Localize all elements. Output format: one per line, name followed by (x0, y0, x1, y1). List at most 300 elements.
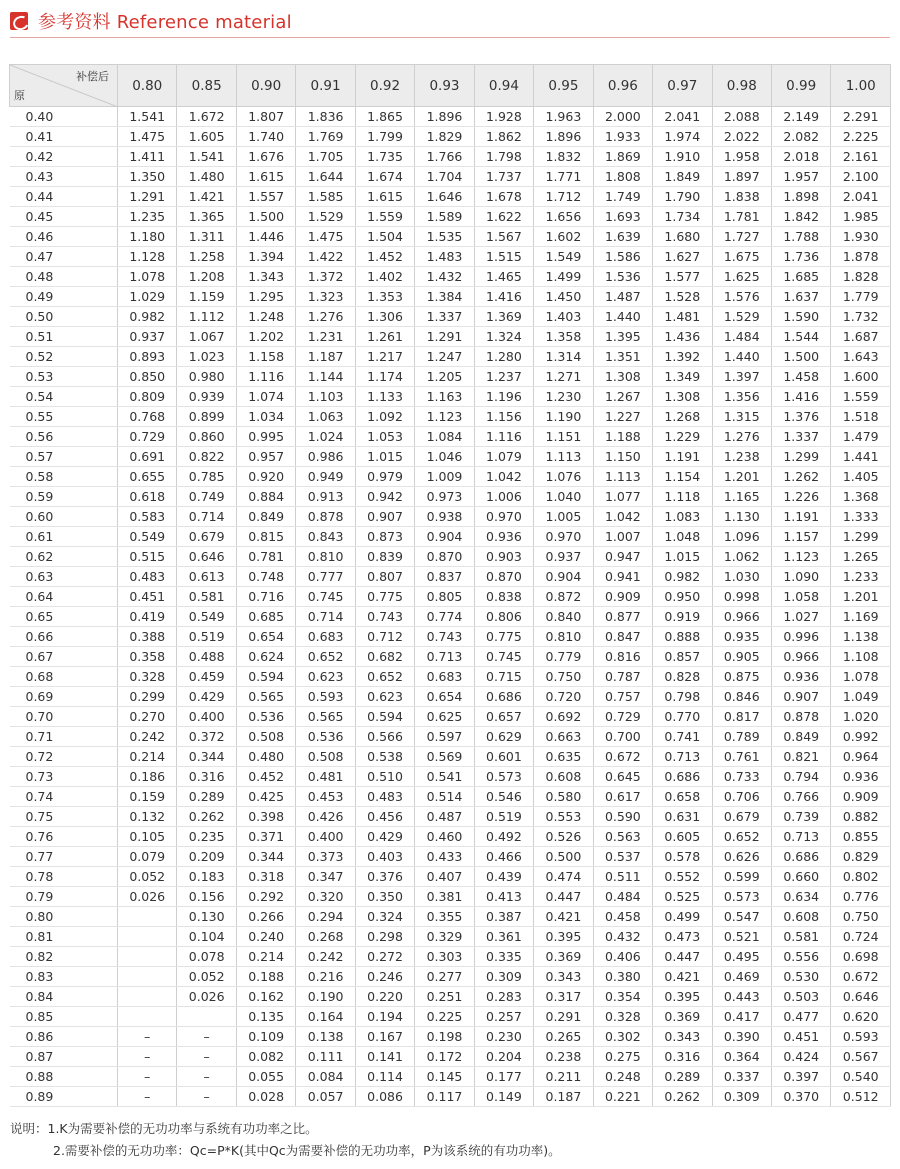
value-cell: 0.682 (355, 647, 414, 667)
value-cell: 1.644 (296, 167, 355, 187)
value-cell: 0.660 (771, 867, 830, 887)
value-cell: 1.446 (236, 227, 295, 247)
row-header-cell: 0.73 (10, 767, 118, 787)
table-row (10, 867, 891, 887)
value-cell: 0.838 (474, 587, 533, 607)
value-cell: 1.392 (653, 347, 712, 367)
value-cell: 0.395 (534, 927, 593, 947)
table-row (10, 567, 891, 587)
row-header-cell: 0.59 (10, 487, 118, 507)
value-cell: 1.226 (771, 487, 830, 507)
value-cell: 0.373 (296, 847, 355, 867)
value-cell: 1.974 (653, 127, 712, 147)
table-row (10, 667, 891, 687)
value-cell: 0.766 (771, 787, 830, 807)
value-cell: 1.048 (653, 527, 712, 547)
value-cell: 1.559 (831, 387, 891, 407)
value-cell: 1.602 (534, 227, 593, 247)
value-cell: 0.519 (177, 627, 236, 647)
value-cell: 1.605 (177, 127, 236, 147)
value-cell: 1.265 (831, 547, 891, 567)
value-cell: 1.058 (771, 587, 830, 607)
value-cell: 1.475 (118, 127, 177, 147)
value-cell: 1.190 (534, 407, 593, 427)
row-header-cell: 0.77 (10, 847, 118, 867)
value-cell: 1.807 (236, 107, 295, 127)
value-cell: 0.487 (415, 807, 474, 827)
value-cell: 0.781 (236, 547, 295, 567)
value-cell: 1.405 (831, 467, 891, 487)
value-cell: 0.275 (593, 1047, 652, 1067)
value-cell: 1.585 (296, 187, 355, 207)
value-cell: 1.074 (236, 387, 295, 407)
value-cell: 0.828 (653, 667, 712, 687)
value-cell: 1.985 (831, 207, 891, 227)
table-row (10, 247, 891, 267)
value-cell: – (177, 1027, 236, 1047)
value-cell: 1.229 (653, 427, 712, 447)
value-cell: 0.246 (355, 967, 414, 987)
value-cell: 1.090 (771, 567, 830, 587)
value-cell: 1.023 (177, 347, 236, 367)
value-cell: 0.873 (355, 527, 414, 547)
value-cell: 0.713 (653, 747, 712, 767)
value-cell: 0.995 (236, 427, 295, 447)
value-cell: 0.135 (236, 1007, 295, 1027)
value-cell: 0.578 (653, 847, 712, 867)
value-cell: 0.344 (236, 847, 295, 867)
value-cell: 0.429 (355, 827, 414, 847)
value-cell: 0.283 (474, 987, 533, 1007)
value-cell: 0.686 (653, 767, 712, 787)
value-cell: 0.406 (593, 947, 652, 967)
value-cell: 0.198 (415, 1027, 474, 1047)
value-cell: 0.398 (236, 807, 295, 827)
value-cell: 0.794 (771, 767, 830, 787)
value-cell: 0.429 (177, 687, 236, 707)
value-cell: 1.567 (474, 227, 533, 247)
value-cell: 0.156 (177, 887, 236, 907)
table-row (10, 947, 891, 967)
value-cell: 0.973 (415, 487, 474, 507)
value-cell: 1.394 (236, 247, 295, 267)
value-cell: 0.403 (355, 847, 414, 867)
value-cell: 0.248 (593, 1067, 652, 1087)
value-cell: 1.441 (831, 447, 891, 467)
value-cell: 0.787 (593, 667, 652, 687)
row-header-cell: 0.61 (10, 527, 118, 547)
table-row (10, 607, 891, 627)
page-title: 参考资料 Reference material (38, 12, 292, 33)
value-cell: 0.941 (593, 567, 652, 587)
row-header-cell: 0.44 (10, 187, 118, 207)
value-cell: 1.384 (415, 287, 474, 307)
value-cell: 0.556 (771, 947, 830, 967)
value-cell: 0.847 (593, 627, 652, 647)
row-header-cell: 0.62 (10, 547, 118, 567)
value-cell: 0.371 (236, 827, 295, 847)
row-header-cell: 0.41 (10, 127, 118, 147)
value-cell: 0.807 (355, 567, 414, 587)
value-cell: 1.771 (534, 167, 593, 187)
corner-label-before: 原 (14, 89, 25, 102)
value-cell: 1.007 (593, 527, 652, 547)
value-cell: 0.809 (118, 387, 177, 407)
value-cell: 1.957 (771, 167, 830, 187)
value-cell: 0.907 (355, 507, 414, 527)
table-row (10, 707, 891, 727)
value-cell: 0.654 (415, 687, 474, 707)
value-cell: 1.358 (534, 327, 593, 347)
value-cell: 0.565 (296, 707, 355, 727)
value-cell: 0.683 (296, 627, 355, 647)
value-cell: 0.935 (712, 627, 771, 647)
value-cell: 0.540 (831, 1067, 891, 1087)
value-cell: 0.785 (177, 467, 236, 487)
value-cell: 1.432 (415, 267, 474, 287)
value-cell: 0.149 (474, 1087, 533, 1107)
value-cell: 0.299 (118, 687, 177, 707)
value-cell: 0.138 (296, 1027, 355, 1047)
table-row (10, 407, 891, 427)
value-cell: 1.544 (771, 327, 830, 347)
value-cell: 0.777 (296, 567, 355, 587)
value-cell: 0.920 (236, 467, 295, 487)
value-cell: 1.150 (593, 447, 652, 467)
row-header-cell: 0.87 (10, 1047, 118, 1067)
value-cell: 0.686 (771, 847, 830, 867)
value-cell: 0.837 (415, 567, 474, 587)
value-cell: 1.076 (534, 467, 593, 487)
value-cell: 0.816 (593, 647, 652, 667)
value-cell: 0.998 (712, 587, 771, 607)
value-cell: 0.907 (771, 687, 830, 707)
value-cell: 0.292 (236, 887, 295, 907)
row-header-cell: 0.40 (10, 107, 118, 127)
value-cell: 1.737 (474, 167, 533, 187)
value-cell: 2.022 (712, 127, 771, 147)
value-cell: 1.487 (593, 287, 652, 307)
value-cell: 1.280 (474, 347, 533, 367)
value-cell: 2.161 (831, 147, 891, 167)
table-row (10, 887, 891, 907)
value-cell: 0.503 (771, 987, 830, 1007)
value-cell: 0.500 (534, 847, 593, 867)
table-row (10, 447, 891, 467)
value-cell: 0.970 (474, 507, 533, 527)
value-cell: 1.271 (534, 367, 593, 387)
table-row (10, 967, 891, 987)
value-cell: 0.277 (415, 967, 474, 987)
value-cell: 0.289 (177, 787, 236, 807)
value-cell: 0.840 (534, 607, 593, 627)
value-cell: 0.942 (355, 487, 414, 507)
value-cell: 0.492 (474, 827, 533, 847)
value-cell: 1.174 (355, 367, 414, 387)
value-cell: 0.770 (653, 707, 712, 727)
row-header-cell: 0.84 (10, 987, 118, 1007)
value-cell: 0.686 (474, 687, 533, 707)
value-cell: 0.966 (712, 607, 771, 627)
value-cell: 0.294 (296, 907, 355, 927)
value-cell: 1.295 (236, 287, 295, 307)
value-cell: 1.639 (593, 227, 652, 247)
header (10, 8, 292, 34)
value-cell: 0.483 (118, 567, 177, 587)
value-cell: 0.843 (296, 527, 355, 547)
column-header: 0.93 (415, 65, 474, 107)
value-cell: 1.480 (177, 167, 236, 187)
value-cell: 0.913 (296, 487, 355, 507)
value-cell: 0.779 (534, 647, 593, 667)
table-row (10, 987, 891, 1007)
value-cell: 1.799 (355, 127, 414, 147)
value-cell: 0.549 (118, 527, 177, 547)
value-cell: 1.337 (771, 427, 830, 447)
value-cell: 0.860 (177, 427, 236, 447)
row-header-cell: 0.57 (10, 447, 118, 467)
value-cell: 1.535 (415, 227, 474, 247)
value-cell: 1.712 (534, 187, 593, 207)
value-cell: 0.617 (593, 787, 652, 807)
value-cell: 1.536 (593, 267, 652, 287)
value-cell: 1.674 (355, 167, 414, 187)
table-row (10, 627, 891, 647)
row-header-cell: 0.53 (10, 367, 118, 387)
value-cell: 1.077 (593, 487, 652, 507)
value-cell: 1.083 (653, 507, 712, 527)
row-header-cell: 0.67 (10, 647, 118, 667)
value-cell: 1.656 (534, 207, 593, 227)
value-cell: 1.113 (534, 447, 593, 467)
value-cell: 0.395 (653, 987, 712, 1007)
value-cell: 0.982 (118, 307, 177, 327)
value-cell: 0.530 (771, 967, 830, 987)
value-cell: 0.573 (474, 767, 533, 787)
value-cell: 0.526 (534, 827, 593, 847)
row-header-cell: 0.60 (10, 507, 118, 527)
table-row (10, 647, 891, 667)
value-cell: 1.458 (771, 367, 830, 387)
value-cell: 0.750 (831, 907, 891, 927)
value-cell: 0.262 (653, 1087, 712, 1107)
value-cell: 1.158 (236, 347, 295, 367)
value-cell: 1.898 (771, 187, 830, 207)
value-cell: 0.875 (712, 667, 771, 687)
value-cell: 0.888 (653, 627, 712, 647)
value-cell: 1.515 (474, 247, 533, 267)
value-cell (118, 947, 177, 967)
value-cell: 0.211 (534, 1067, 593, 1087)
value-cell: 0.298 (355, 927, 414, 947)
value-cell: 1.672 (177, 107, 236, 127)
value-cell: 0.388 (118, 627, 177, 647)
value-cell: 1.006 (474, 487, 533, 507)
value-cell: 1.403 (534, 307, 593, 327)
value-cell: 1.205 (415, 367, 474, 387)
value-cell: 0.355 (415, 907, 474, 927)
value-cell: 1.113 (593, 467, 652, 487)
value-cell: 0.821 (771, 747, 830, 767)
value-cell (118, 987, 177, 1007)
value-cell: 1.188 (593, 427, 652, 447)
value-cell: 1.452 (355, 247, 414, 267)
value-cell: 0.672 (593, 747, 652, 767)
value-cell: 1.479 (831, 427, 891, 447)
row-header-cell: 0.78 (10, 867, 118, 887)
value-cell: 1.005 (534, 507, 593, 527)
value-cell: 0.291 (534, 1007, 593, 1027)
value-cell: 0.593 (831, 1027, 891, 1047)
value-cell: 0.369 (534, 947, 593, 967)
notes (10, 1118, 561, 1162)
value-cell (177, 1007, 236, 1027)
value-cell: 1.191 (653, 447, 712, 467)
value-cell: 0.714 (177, 507, 236, 527)
value-cell: 0.870 (415, 547, 474, 567)
value-cell: – (118, 1087, 177, 1107)
value-cell: – (118, 1027, 177, 1047)
value-cell: 1.118 (653, 487, 712, 507)
table-row (10, 467, 891, 487)
table-row (10, 747, 891, 767)
value-cell: 1.687 (831, 327, 891, 347)
row-header-cell: 0.58 (10, 467, 118, 487)
value-cell: 0.458 (593, 907, 652, 927)
value-cell: 0.114 (355, 1067, 414, 1087)
value-cell: 1.267 (593, 387, 652, 407)
value-cell: 0.424 (771, 1047, 830, 1067)
value-cell: 0.469 (712, 967, 771, 987)
value-cell: 0.370 (771, 1087, 830, 1107)
value-cell: 0.381 (415, 887, 474, 907)
value-cell: 0.733 (712, 767, 771, 787)
row-header-cell: 0.70 (10, 707, 118, 727)
value-cell: 0.309 (712, 1087, 771, 1107)
table-row (10, 167, 891, 187)
value-cell: 0.242 (118, 727, 177, 747)
value-cell: 1.808 (593, 167, 652, 187)
value-cell: 1.769 (296, 127, 355, 147)
value-cell: 1.402 (355, 267, 414, 287)
value-cell: 1.323 (296, 287, 355, 307)
value-cell: 0.716 (236, 587, 295, 607)
value-cell: 1.308 (653, 387, 712, 407)
value-cell: 1.262 (771, 467, 830, 487)
value-cell: 0.456 (355, 807, 414, 827)
value-cell: 1.053 (355, 427, 414, 447)
value-cell: 0.714 (296, 607, 355, 627)
value-cell: 1.930 (831, 227, 891, 247)
table-row (10, 1087, 891, 1107)
row-header-cell: 0.83 (10, 967, 118, 987)
value-cell: 1.201 (831, 587, 891, 607)
value-cell: 0.508 (296, 747, 355, 767)
value-cell: 1.705 (296, 147, 355, 167)
value-cell: 1.156 (474, 407, 533, 427)
column-header: 0.90 (236, 65, 295, 107)
value-cell: 1.356 (712, 387, 771, 407)
value-cell: 0.620 (831, 1007, 891, 1027)
row-header-cell: 0.82 (10, 947, 118, 967)
value-cell: 1.337 (415, 307, 474, 327)
row-header-cell: 0.46 (10, 227, 118, 247)
value-cell: 0.141 (355, 1047, 414, 1067)
value-cell: 0.204 (474, 1047, 533, 1067)
column-header: 0.97 (653, 65, 712, 107)
value-cell: 1.646 (415, 187, 474, 207)
value-cell: 0.849 (236, 507, 295, 527)
value-cell: 0.909 (593, 587, 652, 607)
value-cell: 1.351 (593, 347, 652, 367)
value-cell: 0.372 (177, 727, 236, 747)
value-cell: 1.836 (296, 107, 355, 127)
row-header-cell: 0.65 (10, 607, 118, 627)
value-cell: 1.933 (593, 127, 652, 147)
value-cell: 1.138 (831, 627, 891, 647)
value-cell: 0.480 (236, 747, 295, 767)
value-cell: 1.958 (712, 147, 771, 167)
value-cell: 0.569 (415, 747, 474, 767)
value-cell: 1.020 (831, 707, 891, 727)
value-cell: 1.103 (296, 387, 355, 407)
column-header: 0.92 (355, 65, 414, 107)
value-cell: 0.358 (118, 647, 177, 667)
table-row (10, 527, 891, 547)
value-cell: 1.675 (712, 247, 771, 267)
value-cell: 1.590 (771, 307, 830, 327)
value-cell: 0.159 (118, 787, 177, 807)
value-cell: 1.157 (771, 527, 830, 547)
value-cell: 0.417 (712, 1007, 771, 1027)
compensation-table (9, 64, 891, 1107)
value-cell: 0.145 (415, 1067, 474, 1087)
value-cell: 1.549 (534, 247, 593, 267)
value-cell: 0.262 (177, 807, 236, 827)
value-cell: 0.713 (415, 647, 474, 667)
value-cell: 1.589 (415, 207, 474, 227)
value-cell: 0.270 (118, 707, 177, 727)
value-cell: 1.643 (831, 347, 891, 367)
value-cell: 0.084 (296, 1067, 355, 1087)
row-header-cell: 0.80 (10, 907, 118, 927)
value-cell: 1.128 (118, 247, 177, 267)
value-cell: 0.581 (177, 587, 236, 607)
value-cell: 0.452 (236, 767, 295, 787)
value-cell: 0.608 (771, 907, 830, 927)
value-cell: 0.316 (177, 767, 236, 787)
table-row (10, 427, 891, 447)
value-cell: 0.593 (296, 687, 355, 707)
value-cell: 0.538 (355, 747, 414, 767)
value-cell: 0.162 (236, 987, 295, 1007)
value-cell: 1.067 (177, 327, 236, 347)
value-cell: 1.500 (771, 347, 830, 367)
value-cell: 0.580 (534, 787, 593, 807)
value-cell: 1.440 (593, 307, 652, 327)
row-header-cell: 0.75 (10, 807, 118, 827)
value-cell: 0.350 (355, 887, 414, 907)
value-cell: 0.909 (831, 787, 891, 807)
table-row (10, 587, 891, 607)
value-cell: 1.465 (474, 267, 533, 287)
row-header-cell: 0.89 (10, 1087, 118, 1107)
value-cell: 0.905 (712, 647, 771, 667)
value-cell: 0.481 (296, 767, 355, 787)
value-cell: 0.343 (534, 967, 593, 987)
value-cell: 1.397 (712, 367, 771, 387)
table-row (10, 1027, 891, 1047)
